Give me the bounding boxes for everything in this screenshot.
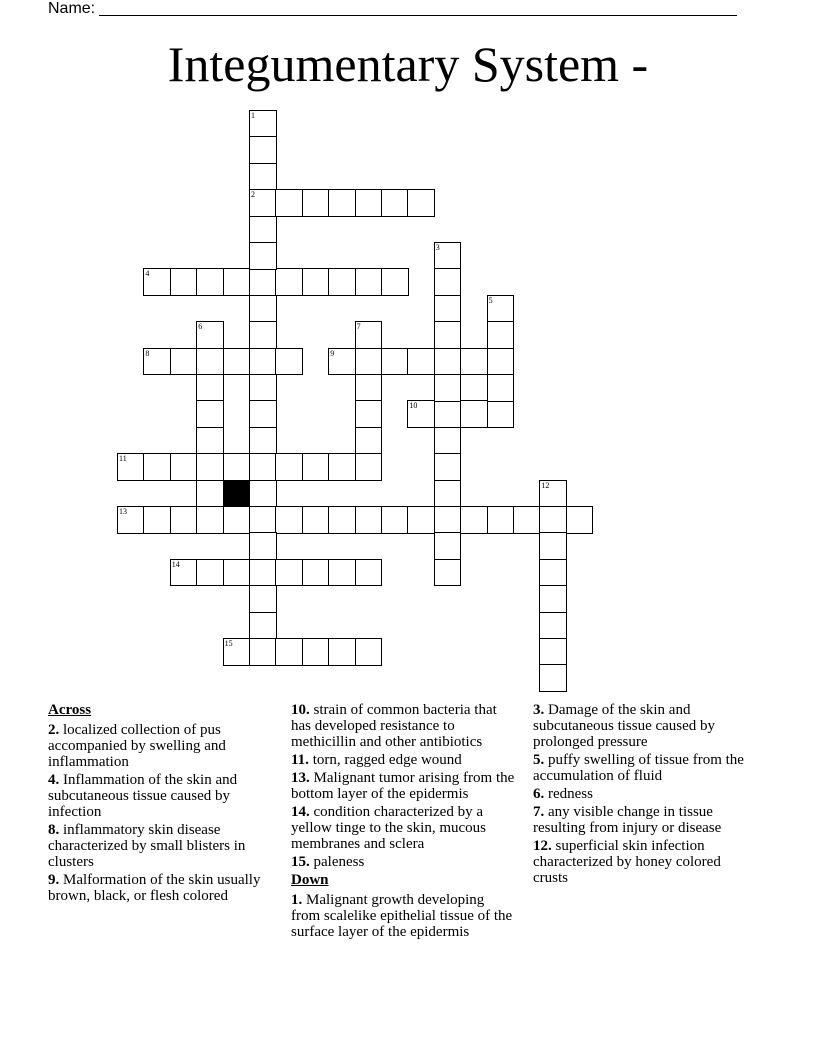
grid-cell[interactable] (355, 559, 383, 587)
clue-text: localized collection of pus accompanied by swelling and inflammation (48, 722, 226, 770)
clue-text: Damage of the skin and subcutaneous tissue caused by prolonged pressure (533, 702, 716, 750)
grid-cell[interactable] (196, 321, 224, 349)
clue-number: 3. (533, 702, 545, 718)
grid-cell[interactable] (487, 374, 515, 402)
grid-cell[interactable] (434, 532, 462, 560)
clue-item (533, 786, 759, 802)
clue-item (291, 752, 517, 768)
grid-cell[interactable] (355, 427, 383, 455)
grid-cell[interactable] (434, 321, 462, 349)
grid-cell[interactable] (355, 189, 383, 217)
grid-cell[interactable] (249, 110, 277, 138)
grid-cell[interactable] (196, 348, 224, 376)
grid-cell[interactable] (407, 400, 435, 428)
clue-item (291, 854, 517, 870)
cell-number: 11 (119, 454, 127, 464)
grid-cell[interactable] (302, 559, 330, 587)
clue-text: Inflammation of the skin and subcutaneous tissue caused by infection (48, 772, 238, 820)
grid-cell[interactable] (223, 559, 251, 587)
grid-cell[interactable] (539, 664, 567, 692)
grid-cell[interactable] (143, 453, 171, 481)
grid-cell[interactable] (249, 506, 277, 534)
grid-cell[interactable] (249, 638, 277, 666)
clue-number: 9. (48, 872, 60, 888)
clue-number: 2. (48, 722, 60, 738)
clue-column-2 (291, 702, 517, 942)
clue-number: 14. (291, 804, 310, 820)
grid-cell[interactable] (355, 348, 383, 376)
cell-number: 13 (119, 507, 127, 516)
grid-cell[interactable] (434, 374, 462, 402)
grid-cell[interactable] (117, 506, 145, 534)
grid-cell[interactable] (434, 242, 462, 270)
grid-cell[interactable] (275, 453, 303, 481)
grid-cell[interactable] (249, 189, 277, 217)
clue-text: Malignant growth developing from scalelike epithelial tissue of the surface layer of the epidermis (291, 892, 513, 940)
grid-cell[interactable] (275, 506, 303, 534)
grid-cell[interactable] (223, 638, 251, 666)
grid-cell[interactable] (249, 268, 277, 296)
grid-cell[interactable] (407, 348, 435, 376)
grid-cell[interactable] (249, 374, 277, 402)
grid-cell[interactable] (275, 638, 303, 666)
grid-cell[interactable] (170, 453, 198, 481)
clue-number: 10. (291, 702, 310, 718)
grid-cell[interactable] (249, 559, 277, 587)
grid-cell[interactable] (302, 268, 330, 296)
grid-cell[interactable] (302, 638, 330, 666)
clue-text: inflammatory skin disease characterized by small blisters in clusters (48, 822, 246, 870)
grid-cell[interactable] (249, 400, 277, 428)
grid-cell[interactable] (328, 638, 356, 666)
clue-item (291, 702, 517, 750)
grid-cell[interactable] (434, 453, 462, 481)
grid-cell[interactable] (539, 585, 567, 613)
cell-number: 10 (409, 401, 418, 411)
clue-number: 11. (291, 752, 309, 768)
grid-cell[interactable] (355, 321, 383, 349)
cell-number: 7 (356, 322, 361, 332)
grid-cell[interactable] (143, 348, 171, 376)
grid-cell[interactable] (355, 638, 383, 666)
grid-cell[interactable] (249, 321, 277, 349)
grid-cell[interactable] (487, 506, 515, 534)
grid-cell[interactable] (275, 559, 303, 587)
grid-cell[interactable] (249, 163, 277, 191)
grid-cell[interactable] (328, 453, 356, 481)
grid-cell[interactable] (487, 400, 515, 428)
cell-number: 12 (541, 480, 550, 490)
grid-cell[interactable] (196, 374, 224, 402)
grid-cell[interactable] (381, 506, 409, 534)
grid-cell[interactable] (487, 321, 515, 349)
grid-cell[interactable] (487, 295, 515, 323)
clue-item (291, 804, 517, 852)
grid-cell[interactable] (381, 189, 409, 217)
grid-cell[interactable] (249, 136, 277, 164)
grid-cell[interactable] (275, 268, 303, 296)
grid-cell[interactable] (355, 453, 383, 481)
clue-item (533, 804, 759, 836)
clue-text: strain of common bacteria that has developed resistance to methicillin and other antibiotics (291, 702, 497, 750)
grid-cell[interactable] (249, 480, 277, 508)
clue-text: condition characterized by a yellow tinge to the skin, mucous membranes and sclera (291, 804, 486, 852)
grid-cell[interactable] (355, 506, 383, 534)
grid-cell[interactable] (249, 427, 277, 455)
grid-cell[interactable] (196, 427, 224, 455)
clue-text: puffy swelling of tissue from the accumulation of fluid (533, 752, 744, 784)
clue-text: torn, ragged edge wound (312, 752, 462, 768)
cell-number: 8 (145, 348, 150, 358)
grid-cell[interactable] (223, 348, 251, 376)
down-heading: Down (291, 872, 329, 888)
clue-column-3 (533, 702, 759, 888)
grid-cell[interactable] (196, 400, 224, 428)
clue-item (291, 892, 517, 940)
grid-cell[interactable] (249, 242, 277, 270)
clue-text: Malformation of the skin usually brown, black, or flesh colored (48, 872, 261, 904)
grid-cell[interactable] (539, 532, 567, 560)
grid-cell[interactable] (302, 453, 330, 481)
grid-cell[interactable] (328, 559, 356, 587)
grid-cell[interactable] (539, 612, 567, 640)
grid-cell[interactable] (143, 506, 171, 534)
clue-number: 4. (48, 772, 60, 788)
grid-cell[interactable] (223, 506, 251, 534)
grid-cell[interactable] (328, 268, 356, 296)
grid-cell[interactable] (223, 453, 251, 481)
grid-cell[interactable] (143, 268, 171, 296)
grid-cell[interactable] (249, 453, 277, 481)
cell-number: 6 (198, 322, 203, 332)
grid-cell[interactable] (249, 612, 277, 640)
grid-cell[interactable] (355, 400, 383, 428)
clue-number: 1. (291, 892, 303, 908)
grid-cell[interactable] (355, 268, 383, 296)
clue-item (533, 702, 759, 750)
grid-cell[interactable] (170, 506, 198, 534)
clue-number: 6. (533, 786, 545, 802)
grid-cell[interactable] (355, 374, 383, 402)
clue-item (48, 872, 274, 904)
grid-cell[interactable] (434, 400, 462, 428)
grid-cell[interactable] (539, 506, 567, 534)
grid-cell[interactable] (249, 295, 277, 323)
grid-cell[interactable] (539, 559, 567, 587)
grid-cell[interactable] (460, 400, 488, 428)
clue-number: 12. (533, 838, 552, 854)
grid-cell[interactable] (513, 506, 541, 534)
grid-cell[interactable] (275, 348, 303, 376)
grid-cell[interactable] (249, 216, 277, 244)
grid-cell[interactable] (328, 189, 356, 217)
cell-number: 4 (145, 269, 150, 279)
grid-cell[interactable] (328, 348, 356, 376)
grid-cell[interactable] (328, 506, 356, 534)
grid-cell[interactable] (460, 348, 488, 376)
grid-cell[interactable] (434, 480, 462, 508)
cell-number: 9 (330, 348, 335, 358)
clue-text: any visible change in tissue resulting from injury or disease (533, 804, 722, 836)
grid-cell[interactable] (434, 506, 462, 534)
clue-column-1 (48, 702, 274, 906)
clue-text: Malignant tumor arising from the bottom layer of the epidermis (291, 770, 515, 802)
cell-number: 3 (435, 243, 440, 252)
clue-text: paleness (313, 854, 365, 870)
cell-number: 2 (251, 190, 255, 200)
grid-cell[interactable] (196, 480, 224, 508)
grid-cell[interactable] (434, 348, 462, 376)
grid-cell[interactable] (196, 453, 224, 481)
clue-number: 15. (291, 854, 310, 870)
clue-number: 8. (48, 822, 60, 838)
grid-cell[interactable] (381, 348, 409, 376)
grid-cell[interactable] (196, 506, 224, 534)
cell-number: 1 (251, 111, 255, 120)
cell-number: 14 (171, 559, 180, 569)
page-title: Integumentary System - (167, 36, 649, 92)
grid-cell[interactable] (434, 559, 462, 587)
grid-cell[interactable] (434, 295, 462, 323)
name-label: Name: (48, 0, 96, 17)
clue-item (291, 770, 517, 802)
cell-number: 5 (488, 295, 493, 305)
grid-cell[interactable] (170, 559, 198, 587)
grid-cell[interactable] (249, 348, 277, 376)
across-heading: Across (48, 702, 92, 718)
grid-cell[interactable] (539, 480, 567, 508)
grid-cell[interactable] (434, 427, 462, 455)
grid-cell[interactable] (460, 506, 488, 534)
grid-cell[interactable] (407, 506, 435, 534)
grid-cell[interactable] (196, 268, 224, 296)
grid-cell[interactable] (170, 268, 198, 296)
grid-cell[interactable] (249, 532, 277, 560)
grid-cell[interactable] (434, 268, 462, 296)
clue-item (48, 822, 274, 870)
black-square (223, 480, 251, 508)
grid-cell[interactable] (302, 189, 330, 217)
grid-cell[interactable] (117, 453, 145, 481)
clue-text: redness (548, 786, 593, 802)
grid-cell[interactable] (539, 638, 567, 666)
grid-cell[interactable] (302, 506, 330, 534)
clue-text: superficial skin infection characterized by honey colored crusts (533, 838, 721, 886)
clue-item (48, 722, 274, 770)
clue-item (533, 752, 759, 784)
grid-cell[interactable] (249, 585, 277, 613)
grid-cell[interactable] (275, 189, 303, 217)
clue-number: 7. (533, 804, 545, 820)
grid-cell[interactable] (196, 559, 224, 587)
cell-number: 15 (224, 639, 233, 648)
grid-cell[interactable] (566, 506, 594, 534)
grid-cell[interactable] (170, 348, 198, 376)
grid-cell[interactable] (407, 189, 435, 217)
grid-cell[interactable] (381, 268, 409, 296)
clue-item (533, 838, 759, 886)
clue-item (48, 772, 274, 820)
clue-number: 13. (291, 770, 310, 786)
grid-cell[interactable] (223, 268, 251, 296)
clue-number: 5. (533, 752, 545, 768)
grid-cell[interactable] (487, 348, 515, 376)
